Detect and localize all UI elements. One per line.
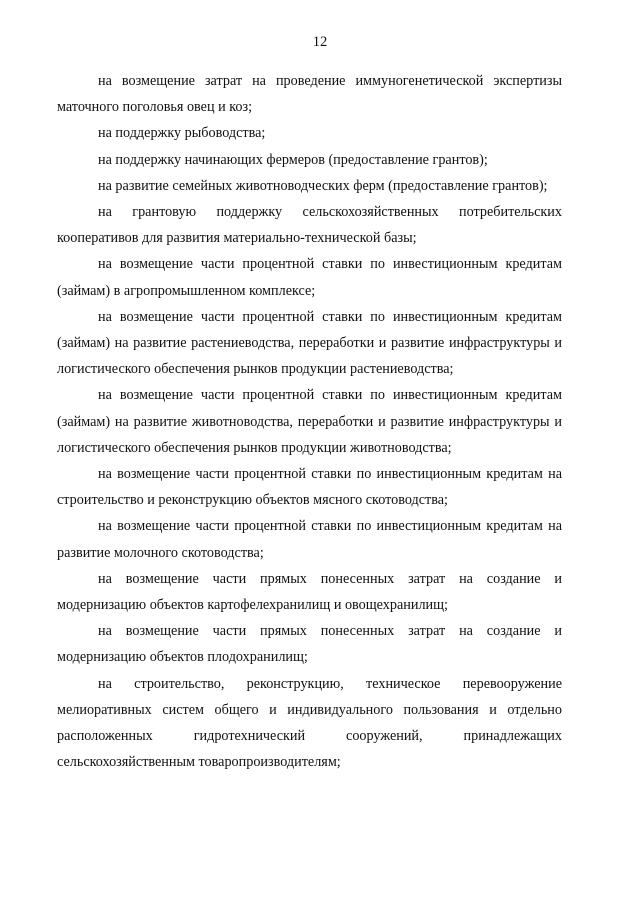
list-paragraph: на развитие семейных животноводческих ферм (предоставление грантов); xyxy=(98,177,548,194)
list-paragraph: на возмещение части процентной ставки по инвестиционным кредитам на развитие молочного скотоводства; xyxy=(57,518,562,561)
list-paragraph: на возмещение части процентной ставки по инвестиционным кредитам (займам) на развитие растениеводства, переработки и развитие инфраструктуры и логистического обеспечения рынков продукции растениеводства; xyxy=(57,308,562,378)
list-paragraph: на строительство, реконструкцию, техническое перевооружение мелиоративных систем общего и индивидуального пользования и отдельно расположенных гидротехнический сооружений, принадлежащих сельскохозяйственным товаропроизводителям; xyxy=(57,675,562,771)
list-paragraph: на поддержку рыбоводства; xyxy=(98,125,266,142)
list-paragraph: на возмещение части прямых понесенных затрат на создание и модернизацию объектов картофелехранилищ и овощехранилищ; xyxy=(57,570,562,614)
list-paragraph: на возмещение части прямых понесенных затрат на создание и модернизацию объектов плодохранилищ; xyxy=(57,623,562,666)
list-paragraph: на возмещение части процентной ставки по инвестиционным кредитам (займам) в агропромышленном комплексе; xyxy=(57,256,562,299)
list-paragraph: на грантовую поддержку сельскохозяйственных потребительских кооперативов для развития материально-технической базы; xyxy=(57,204,562,247)
list-paragraph: на возмещение части процентной ставки по инвестиционным кредитам (займам) на развитие животноводства, переработки и развитие инфраструктуры и логистического обеспечения рынков продукции животноводства; xyxy=(57,387,562,456)
list-paragraph: на возмещение затрат на проведение иммуногенетической экспертизы маточного поголовья овец и коз; xyxy=(57,73,562,116)
page-number: 12 xyxy=(312,34,328,50)
document-body xyxy=(57,68,562,775)
list-paragraph: на поддержку начинающих фермеров (предоставление грантов); xyxy=(98,151,488,168)
list-paragraph: на возмещение части процентной ставки по инвестиционным кредитам на строительство и реконструкцию объектов мясного скотоводства; xyxy=(57,466,562,509)
